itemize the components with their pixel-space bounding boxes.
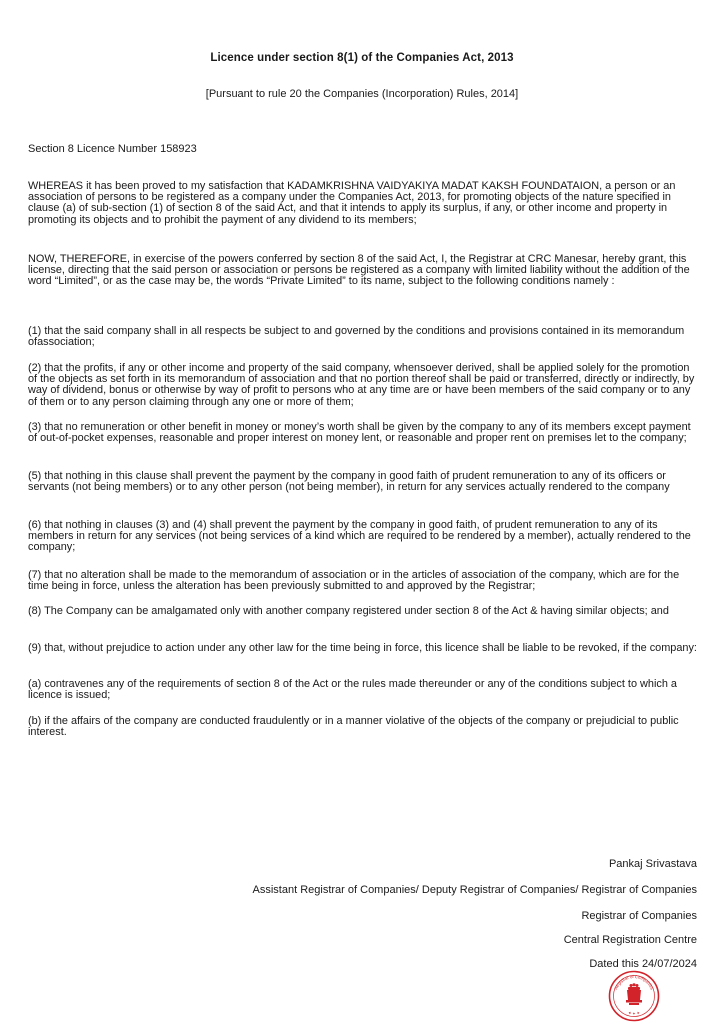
- condition-5: (5) that nothing in this clause shall prevent the payment by the company in good faith of prudent remuneration to any of its officers or servants (not being members) or to any other person (not being member), in return for any services actually rendered to the company: [28, 470, 670, 494]
- condition-9: (9) that, without prejudice to action under any other law for the time being in force, this licence shall be liable to be revoked, if the company:: [28, 642, 697, 654]
- condition-7: (7) that no alteration shall be made to the memorandum of association or in the articles of association of the company, which are for the time being in force, unless the alteration has been previously submitted to and approved by the Registrar;: [28, 569, 680, 593]
- condition-9a: (a) contravenes any of the requirements of section 8 of the Act or the rules made thereunder or any of the conditions subject to which a licence is issued;: [28, 678, 677, 702]
- licence-number: Section 8 Licence Number 158923: [28, 143, 197, 155]
- signatory-office: Registrar of Companies: [581, 910, 697, 922]
- dated-line: Dated this 24/07/2024: [589, 958, 697, 970]
- signatory-centre: Central Registration Centre: [563, 934, 697, 946]
- condition-2: (2) that the profits, if any or other income and property of the said company, whensoever derived, shall be applied solely for the promotion of the objects as set forth in its memorandum of association and that no portion thereof shall be paid or transferred, directly or indirectly, by way of dividend, bonus or otherwise by way of profit to persons who at any time are or have been members of the said company or to any of them or to any person claiming through any one or more of them;: [28, 362, 695, 408]
- condition-3: (3) that no remuneration or other benefit in money or money’s worth shall be given by the company to any of its members except payment of out-of-pocket expenses, reasonable and proper interest on money lent, or reasonable and proper rent on premises let to the company;: [28, 421, 691, 445]
- seal-text: Registrar of Companies: [613, 973, 655, 991]
- whereas-paragraph: WHEREAS it has been proved to my satisfaction that KADAMKRISHNA VAIDYAKIYA MADAT KAKSH FOUNDATAION, a person or an association of persons to be registered as a company under the Companies Act, 2013, for promoting objects of the nature specified in clause (a) of sub-section (1) of section 8 of the said Act, and that it intends to apply its surplus, if any, or other income and property in promoting its objects and to prohibit the payment of any dividend to its members;: [28, 180, 676, 226]
- document-title: Licence under section 8(1) of the Companies Act, 2013: [210, 52, 514, 64]
- now-therefore-paragraph: NOW, THEREFORE, in exercise of the powers conferred by section 8 of the said Act, I, the Registrar at CRC Manesar, hereby grant, this license, directing that the said person or association or persons be registered as a company with limited liability without the addition of the word “Limited”, or as the case may be, the words “Private Limited” to its name, subject to the following conditions namely :: [28, 253, 690, 288]
- document-subtitle: [Pursuant to rule 20 the Companies (Incorporation) Rules, 2014]: [205, 88, 519, 100]
- registrar-seal-icon: [608, 970, 660, 1022]
- condition-6: (6) that nothing in clauses (3) and (4) shall prevent the payment by the company in good faith, of prudent remuneration to any of its members in return for any services (not being services of a kind which are required to be rendered by a member), actually rendered to the company;: [28, 519, 691, 554]
- svg-text:✦ ✦ ✦: ✦ ✦ ✦: [627, 1010, 641, 1016]
- condition-1: (1) that the said company shall in all respects be subject to and governed by the conditions and provisions contained in its memorandum ofassociation;: [28, 325, 685, 349]
- signatory-name: Pankaj Srivastava: [608, 858, 697, 870]
- condition-8: (8) The Company can be amalgamated only with another company registered under section 8 of the Act & having similar objects; and: [28, 605, 669, 617]
- signatory-title: Assistant Registrar of Companies/ Deputy Registrar of Companies/ Registrar of Companies: [252, 884, 697, 896]
- condition-9b: (b) if the affairs of the company are conducted fraudulently or in a manner violative of the objects of the company or prejudicial to public interest.: [28, 715, 679, 739]
